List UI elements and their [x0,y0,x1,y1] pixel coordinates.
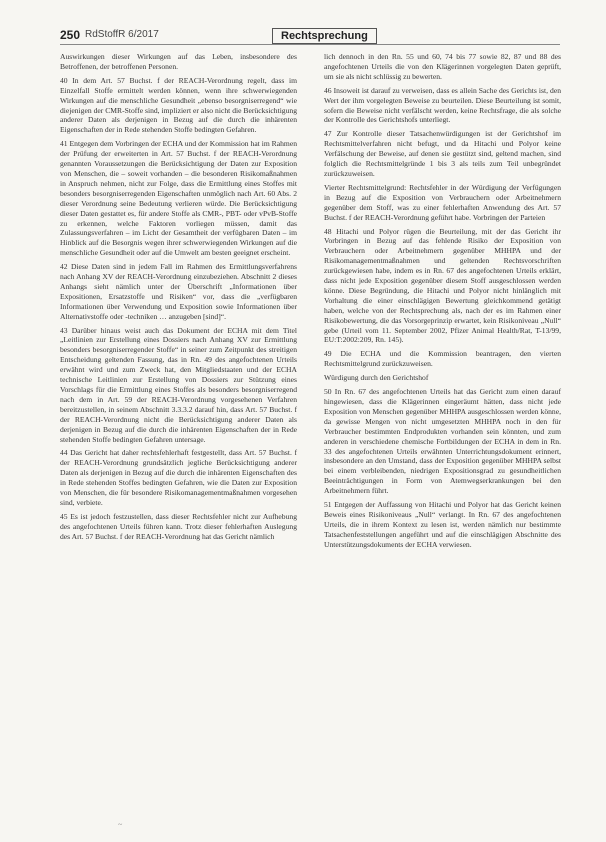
paragraph: 50 In Rn. 67 des angefochtenen Urteils hat das Gericht zum einen darauf hingewiesen, dass die Klägerinnen eingeräumt hätten, dass nicht jede Exposition von Menschen gegenüber MHHPA ausgeschlossen werden könne, da gewisse Mengen von nicht umgesetzten MHHPA noch in den für Verbraucher bestimmten Endprodukten vorhanden sein könnten, und zum anderen in verschiedene chemische Fortbildungen der ECHA in dem in Rn. 33 des angefochtenen Urteils erwähnten Unterrichtungsdokument erinnert, insbesondere an den Umstand, dass der Exposition gegenüber MHHPA selbst bei einem verbleibenden, niedrigen Expositionsgrad zu gesundheitlichen Beeinträchtigungen in Form von Atemwegserkrankungen bei den Arbeitnehmern führt. [324,387,561,496]
section-title: Rechtsprechung [272,28,377,44]
page-number: 250 [60,28,81,42]
paragraph: 41 Entgegen dem Vorbringen der ECHA und der Kommission hat im Rahmen der Prüfung der erweiterten in Art. 57 Buchst. f der REACH-Verordnung genannten Voraussetzungen die Berücksichtigung der Daten zur Exposition von Menschen, die – soweit vorhanden – die besonderen Risikomaßnahmen in Anspruch nehmen, nicht zur Folge, dass die Ermittlung eines Stoffes mit besonders besorgniserregenden Eigenschaften unmöglich nach Art. 60 Abs. 2 dieser Verordnung seine Bedeutung verlieren würde. Die Berücksichtigung dieser Daten gestattet es, für andere Stoffe als CMR-, PBT- oder vPvB-Stoffe zu erkennen, welche Faktoren vorliegen müssen, damit das Zulassungsverfahren – im Licht der Gesamtheit der verfügbaren Daten – im Hinblick auf die Besorgnis wegen ihrer schwerwiegenden Wirkungen auf die menschliche Gesundheit oder auf die Umwelt am besten geeignet erscheint. [60,139,297,258]
paragraph: 49 Die ECHA und die Kommission beantragen, den vierten Rechtsmittelgrund zurückzuweisen. [324,349,561,369]
paragraph: 44 Das Gericht hat daher rechtsfehlerhaft festgestellt, dass Art. 57 Buchst. f der REACH-Verordnung grundsätzlich jegliche Berücksichtigung anderer Daten als derjenigen in Bezug auf die durch die inhärenten Eigenschaften des in Rede stehenden Stoffes bedingten Gefahren, wie die Daten zur Exposition von Menschen, die für besondere Risikomanagementmaßnahmen vorgesehen sind, verbiete. [60,448,297,507]
paragraph: lich dennoch in den Rn. 55 und 60, 74 bis 77 sowie 82, 87 und 88 des angefochtenen Urteils die von den Klägerinnen vorgelegten Daten geprüft, um sie als nicht schlüssig zu bewerten. [324,52,561,81]
paragraph: Auswirkungen dieser Wirkungen auf das Leben, insbesondere des Betroffenen, der betroffenen Personen. [60,52,297,71]
paragraph: 45 Es ist jedoch festzustellen, dass dieser Rechtsfehler nicht zur Aufhebung des angefochtenen Urteils führen kann. Trotz dieser fehlerhaften Auslegung des Art. 57 Buchst. f der REACH-Verordnung hat das Gericht nämlich [60,511,297,541]
paragraph: 40 In dem Art. 57 Buchst. f der REACH-Verordnung regelt, dass im Einzelfall Stoffe ermittelt werden können, wenn ihre schwerwiegenden Wirkungen auf die menschliche Gesundheit „ebenso besorgniserregend“ wie diejenigen der CMR-Stoffe sind, impliziert er also nicht die Berücksichtigung anderer Daten als derjenigen in Bezug auf die durch die inhärenten Eigenschaften der in Rede stehenden Stoffe bedingten Gefahren. [60,75,297,135]
right-column [324,52,561,554]
paragraph: 43 Darüber hinaus weist auch das Dokument der ECHA mit dem Titel „Leitlinien zur Erstellung eines Dossiers nach Anhang XV zur Ermittlung besonders besorgniserregender Stoffe“ in seiner zum Zeitpunkt des streitigen Entscheidung geltenden Fassung, das in Rn. 49 des angefochtenen Urteils erwähnt wird und zum Zweck hat, den Mitgliedstaaten und der ECHA technische Leitlinien zur Erstellung von Dossiers zur Stützung eines Vorschlags für die Ermittlung eines Stoffes als besonders besorgniserregend nach dem in Art. 59 der REACH-Verordnung vorgesehenen Verfahren bereitzustellen, in seinem Abschnitt 3.3.3.2 darauf hin, dass Art. 57 Buchst. f der REACH-Verordnung nicht die Berücksichtigung anderer Daten als derjenigen in Bezug auf die durch die inhärenten Eigenschaften der in Rede stehenden Stoffe bedingten Gefahren untersage. [60,325,297,444]
section-heading: Würdigung durch den Gerichtshof [324,373,429,383]
paragraph: 48 Hitachi und Polyor rügen die Beurteilung, mit der das Gericht ihr Vorbringen in Bezug auf das fehlende Risiko der Exposition von Verbrauchern oder Arbeitnehmern gegenüber MHHPA und der Risikomanagementmaßnahmen und geltenden Rechtsvorschriften zurückgewiesen habe, indem es in Rn. 67 des angefochtenen Urteils erklärt, dass nicht jede Exposition gegenüber diesem Stoff ausgeschlossen werden könne. Diese Begründung, die Hitachi und Polyor nicht hinlänglich mit Vorhaltung die einer einschlägigen Bewertung gleichkommend getätigt haben, welche von der Rechtsprechung als, nach der es im Rahmen einer Risikobewertung, die das Vorsorgeprinzip erwartet, kein Risikoniveau „Null“ gebe (Urteil vom 11. September 2002, Pfizer Animal Health/Rat, T-13/99, EU:T:2002:209, Rn. 145). [324,226,561,345]
page-header [60,28,560,48]
header-rule [60,44,560,45]
paragraph: 47 Zur Kontrolle dieser Tatsachenwürdigungen ist der Gerichtshof im Rechtsmittelverfahren nicht befugt, und da Hitachi und Polyor keine Verfälschung der Beweise, auf denen sie gestützt sind, geltend machen, sind folglich die Rechtsmittelgründe 1 bis 3 als teils zum Teil unbegründet zurückzuweisen. [324,129,561,178]
footer-mark: ~ [118,820,123,829]
left-column [60,52,297,546]
paragraph: 51 Entgegen der Auffassung von Hitachi und Polyor hat das Gericht keinen Beweis eines Risikoniveaus „Null“ verlangt. In Rn. 67 des angefochtenen Urteils, die in ihrem Kontext zu lesen ist, werden nämlich nur bestimmte Tatsachenfeststellungen angeführt und auf die einschlägigen Abschnitte des Unterstützungsdokuments der ECHA verwiesen. [324,500,561,549]
journal-name: RdStoffR 6/2017 [85,29,159,40]
section-heading: Vierter Rechtsmittelgrund: Rechtsfehler in der Würdigung der Verfügungen in Bezug auf die Exposition von Verbrauchern oder Arbeitnehmern gegenüber dem Stoff, was zu einer fehlerhaften Anwendung des Art. 57 Buchst. f der REACH-Verordnung geführt habe. Vorbringen der Parteien [324,182,561,222]
paragraph: 42 Diese Daten sind in jedem Fall im Rahmen des Ermittlungsverfahrens nach Anhang XV der REACH-Verordnung einzubeziehen. Abschnitt 2 dieses Anhangs sieht nämlich unter der Überschrift „Informationen über Expositionen, Ersatzstoffe und Risiken“ vor, dass die „verfügbaren Informationen über Verwendung und Exposition sowie Informationen über Alternativstoffe oder -techniken … anzugeben [sind]“. [60,262,297,321]
paragraph: 46 Insoweit ist darauf zu verweisen, dass es allein Sache des Gerichts ist, den Wert der ihm vorgelegten Beweise zu beurteilen. Diese Beurteilung ist somit, sofern die Beweise nicht verfälscht werden, keine Rechtsfrage, die als solche der Kontrolle des Gerichtshofs unterliegt. [324,85,561,125]
